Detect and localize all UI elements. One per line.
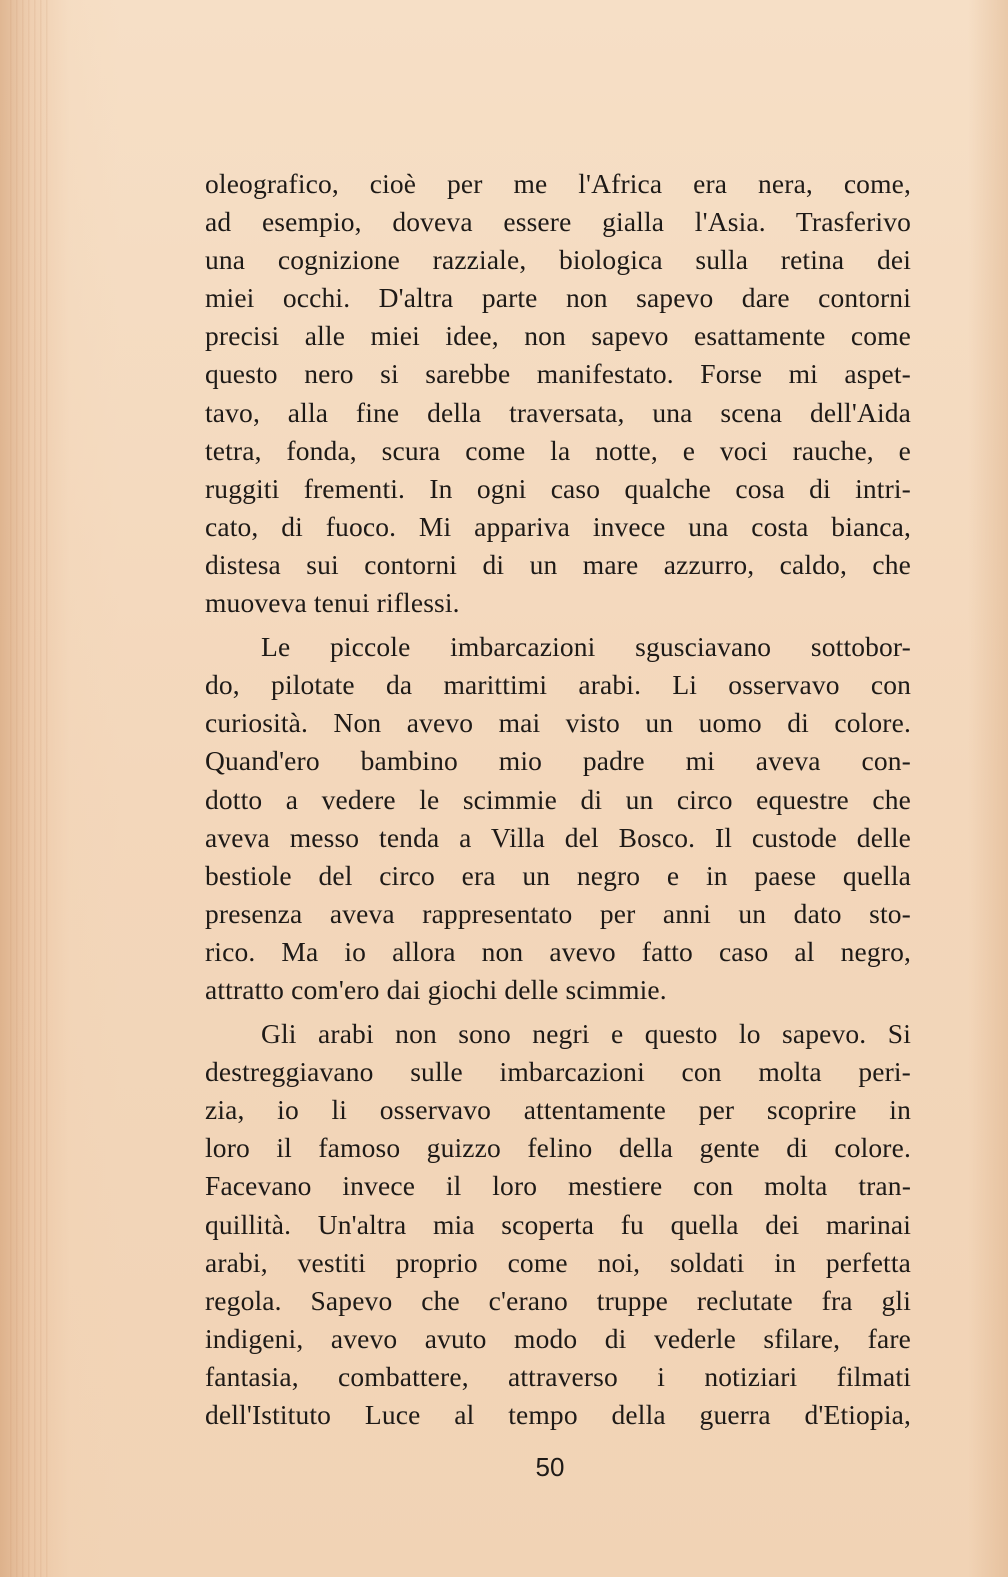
text-line: indigeni, avevo avuto modo di vederle sfilare, fare bbox=[205, 1322, 911, 1354]
text-line: do, pilotate da marittimi arabi. Li osservavo con bbox=[205, 669, 911, 701]
paragraph bbox=[205, 1015, 911, 1434]
text-line: Gli arabi non sono negri e questo lo sapevo. Si bbox=[261, 1018, 911, 1050]
text-line: zia, io li osservavo attentamente per scoprire in bbox=[205, 1094, 911, 1126]
text-line: muoveva tenui riflessi. bbox=[205, 587, 460, 619]
text-line: questo nero si sarebbe manifestato. Forse mi aspet- bbox=[205, 358, 911, 390]
text-line: curiosità. Non avevo mai visto un uomo di colore. bbox=[205, 707, 911, 739]
text-line: quillità. Un'altra mia scoperta fu quella dei marinai bbox=[205, 1208, 911, 1240]
text-line: destreggiavano sulle imbarcazioni con molta peri- bbox=[205, 1056, 911, 1088]
text-line: fantasia, combattere, attraverso i notiziari filmati bbox=[205, 1360, 911, 1392]
text-line: loro il famoso guizzo felino della gente di colore. bbox=[205, 1132, 911, 1164]
text-line: aveva messo tenda a Villa del Bosco. Il custode delle bbox=[205, 821, 911, 853]
text-line: bestiole del circo era un negro e in paese quella bbox=[205, 859, 911, 891]
text-line: ad esempio, doveva essere gialla l'Asia. Trasferivo bbox=[205, 206, 911, 238]
text-line: presenza aveva rappresentato per anni un dato sto- bbox=[205, 897, 911, 929]
body-text bbox=[205, 165, 911, 1434]
text-line: oleografico, cioè per me l'Africa era nera, come, bbox=[205, 168, 911, 199]
text-line: distesa sui contorni di un mare azzurro, caldo, che bbox=[205, 548, 911, 580]
text-line: arabi, vestiti proprio come noi, soldati in perfetta bbox=[205, 1246, 911, 1278]
text-line: regola. Sapevo che c'erano truppe reclutate fra gli bbox=[205, 1284, 911, 1316]
page-binding-shadow bbox=[10, 0, 50, 1577]
text-line: dotto a vedere le scimmie di un circo equestre che bbox=[205, 783, 911, 815]
text-line: precisi alle miei idee, non sapevo esattamente come bbox=[205, 320, 911, 352]
text-line: dell'Istituto Luce al tempo della guerra d'Etiopia, bbox=[205, 1399, 911, 1430]
text-line: rico. Ma io allora non avevo fatto caso al negro, bbox=[205, 935, 911, 967]
text-line: Quand'ero bambino mio padre mi aveva con- bbox=[205, 745, 911, 777]
text-line: tavo, alla fine della traversata, una scena dell'Aida bbox=[205, 396, 911, 428]
text-line: Facevano invece il loro mestiere con molta tran- bbox=[205, 1170, 911, 1202]
text-line: tetra, fonda, scura come la notte, e voci rauche, e bbox=[205, 434, 911, 466]
text-line: attratto com'ero dai giochi delle scimmie. bbox=[205, 973, 667, 1005]
paragraph bbox=[205, 165, 911, 622]
text-line: ruggiti frementi. In ogni caso qualche cosa di intri- bbox=[205, 472, 911, 504]
text-line: Le piccole imbarcazioni sgusciavano sottobor- bbox=[261, 631, 911, 663]
paragraph bbox=[205, 628, 911, 1009]
text-line: miei occhi. D'altra parte non sapevo dare contorni bbox=[205, 282, 911, 314]
text-line: cato, di fuoco. Mi appariva invece una costa bianca, bbox=[205, 510, 911, 542]
text-line: una cognizione razziale, biologica sulla retina dei bbox=[205, 244, 911, 276]
page-number: 50 bbox=[535, 1452, 565, 1482]
